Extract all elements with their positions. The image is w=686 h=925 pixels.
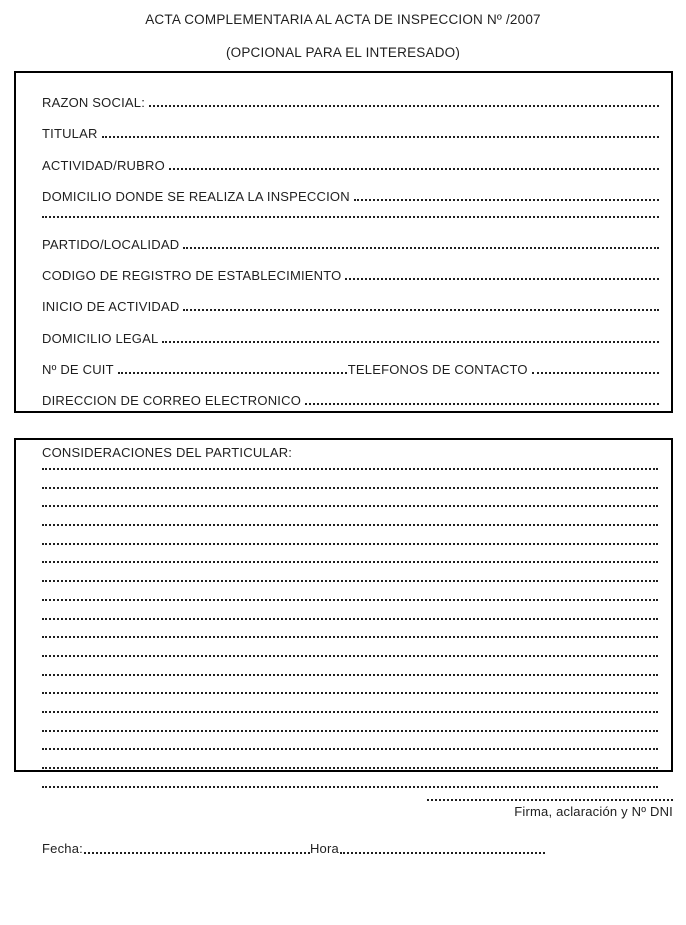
field-label: DOMICILIO DONDE SE REALIZA LA INSPECCION [42,188,350,204]
field-label: DOMICILIO LEGAL [42,330,159,346]
field-inicio-actividad [42,285,660,316]
field-label: INICIO DE ACTIVIDAD [42,299,180,315]
dotted-fill-line [149,105,659,107]
field-razon-social [42,81,660,112]
blank-dotted-line [42,543,658,562]
field-label: TITULAR [42,126,98,142]
dotted-fill-line [183,247,659,249]
document-subtitle: (OPCIONAL PARA EL INTERESADO) [225,45,461,60]
blank-dotted-line [42,618,658,637]
field-label: DIRECCION DE CORREO ELECTRONICO [42,392,302,408]
field-label: PARTIDO/LOCALIDAD [42,236,180,252]
signature-dotted-line [427,793,673,801]
blank-dotted-line [42,487,658,506]
field-label: ACTIVIDAD/RUBRO [42,157,165,173]
field-label-telefonos: TELEFONOS DE CONTACTO [347,361,528,377]
dotted-fill-line [102,136,659,138]
signature-block [427,793,673,820]
field-label: CODIGO DE REGISTRO DE ESTABLECIMIENTO [42,268,342,284]
field-label-cuit: Nº DE CUIT [42,361,114,377]
dotted-fill-line [345,278,659,280]
blank-dotted-line [42,692,658,711]
field-partido-localidad [42,223,660,254]
company-info-box [14,71,673,413]
document-title: ACTA COMPLEMENTARIA AL ACTA DE INSPECCION Nº /2007 [145,12,541,27]
time-dotted-line [340,852,545,854]
dotted-fill-line [305,403,659,405]
field-domicilio-inspeccion [42,175,660,206]
blank-dotted-line [42,505,658,524]
dotted-fill-line [42,216,659,218]
considerations-box [14,438,673,772]
date-time-row [42,841,557,857]
dotted-fill-line [532,372,659,374]
time-label: Hora [309,841,339,856]
blank-dotted-line [42,748,658,767]
dotted-fill-line [354,199,659,201]
dotted-fill-line [183,309,659,311]
blank-dotted-line [42,636,658,655]
blank-dotted-line [42,730,658,749]
field-correo-electronico [42,379,660,410]
field-label: RAZON SOCIAL: [42,95,146,111]
considerations-heading: CONSIDERACIONES DEL PARTICULAR: [42,445,293,460]
blank-dotted-line [42,655,658,674]
blank-dotted-line [42,524,658,543]
blank-dotted-line [42,674,658,693]
date-dotted-line [84,852,310,854]
signature-caption: Firma, aclaración y Nº DNI [514,804,673,819]
dotted-fill-line [162,341,659,343]
field-domicilio-legal [42,316,660,347]
blank-dotted-line [42,468,658,487]
blank-dotted-line [42,711,658,730]
considerations-lines [42,468,660,804]
dotted-fill-line [169,168,659,170]
blank-dotted-line [42,767,658,786]
field-actividad-rubro [42,143,660,174]
field-cuit-telefonos [42,348,660,379]
field-titular [42,112,660,143]
blank-dotted-line [42,599,658,618]
date-label: Fecha: [42,841,83,856]
dotted-fill-line [118,372,347,374]
field-codigo-registro [42,254,660,285]
field-domicilio-inspeccion-continuation [42,206,660,223]
blank-dotted-line [42,561,658,580]
blank-dotted-line [42,580,658,599]
